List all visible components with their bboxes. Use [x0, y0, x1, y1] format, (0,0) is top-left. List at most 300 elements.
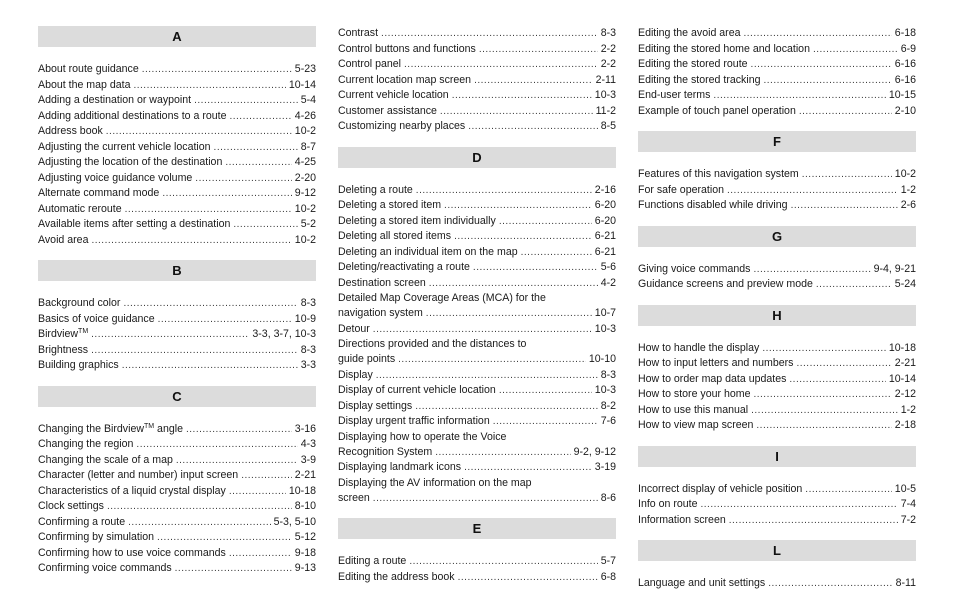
dot-leader [142, 62, 292, 78]
index-section [38, 260, 316, 386]
page-reference: 11-2 [595, 104, 616, 117]
entry-title [338, 460, 461, 476]
entry-title-text: Giving voice commands [638, 262, 751, 275]
entry-title-text: guide points [338, 353, 396, 365]
section-header: E [338, 518, 616, 539]
entry-title-text: Deleting/reactivating a route [338, 261, 470, 273]
dot-leader [175, 561, 292, 577]
dot-leader [123, 296, 297, 312]
entry-title-text: Editing a route [338, 555, 407, 567]
page-reference: 10-9 [294, 312, 316, 325]
entry-title [38, 186, 159, 202]
page-reference: 4-25 [294, 156, 316, 168]
dot-leader [473, 260, 598, 276]
page-reference: 9-13 [294, 562, 316, 574]
index-entry [38, 140, 316, 156]
entry-title-text: Address book [38, 125, 103, 137]
entry-title-text: Customer assistance [338, 104, 437, 117]
index-entry [38, 437, 316, 453]
index-entry [338, 554, 616, 570]
index-entry [38, 202, 316, 218]
page-reference: 5-23 [294, 63, 316, 75]
entry-title [638, 497, 698, 513]
entry-title-text: Confirming voice commands [38, 562, 172, 574]
index-entry [338, 260, 616, 276]
section-header: F [638, 131, 916, 152]
page-reference: 7-6 [600, 415, 616, 427]
dot-leader [789, 372, 885, 388]
page-reference: 10-2 [294, 202, 316, 215]
page-reference: 2-18 [894, 419, 916, 431]
entry-title-text: Adding a destination or waypoint [38, 94, 192, 106]
entry-title [638, 183, 724, 199]
entry-title-text: Alternate command mode [38, 187, 160, 199]
index-entry [338, 42, 616, 58]
dot-leader [796, 356, 891, 372]
index-entry [338, 276, 616, 292]
dot-leader [125, 202, 292, 218]
index-entry [338, 183, 616, 199]
dot-leader [713, 88, 885, 104]
dot-leader [805, 482, 892, 498]
dot-leader [136, 437, 297, 453]
section-header: L [638, 540, 916, 561]
page-reference: 5-6 [600, 261, 616, 273]
index-entry [638, 42, 916, 58]
entry-title [38, 327, 88, 343]
entry-title [638, 262, 750, 278]
page-reference: 10-2 [294, 125, 316, 137]
entry-title [38, 296, 120, 312]
entry-title-text: Editing the stored home and location [638, 42, 810, 55]
index-section [638, 540, 916, 592]
section-header: A [38, 26, 316, 47]
page-reference: 5-24 [894, 278, 916, 290]
dot-leader [802, 167, 892, 183]
entry-title-text: navigation system [338, 307, 423, 319]
index-entry [38, 296, 316, 312]
dot-leader [701, 497, 898, 513]
page-reference: 2-10 [894, 104, 916, 117]
page-reference: 9-2, 9-12 [573, 445, 616, 458]
entry-title [338, 414, 490, 430]
index-entry [638, 356, 916, 372]
entry-title [38, 484, 226, 500]
index-entry [338, 104, 616, 120]
entry-title [638, 513, 726, 529]
index-entry [638, 497, 916, 513]
entry-title-text: Character (letter and number) input screen [38, 469, 239, 481]
dot-leader [415, 399, 598, 415]
page-reference: 6-21 [594, 245, 616, 258]
entry-title [38, 312, 155, 328]
entry-title-text: How to view map screen [638, 419, 754, 431]
entry-title-suffix: angle [154, 422, 183, 435]
page-reference: 10-3 [594, 384, 616, 396]
page-reference: 2-12 [894, 388, 916, 400]
page-reference: 2-11 [595, 73, 616, 86]
entry-title-text: Deleting an individual item on the map [338, 245, 518, 258]
page-reference: 4-3 [300, 438, 316, 450]
index-entry [638, 88, 916, 104]
dot-leader [106, 124, 292, 140]
entry-title [38, 78, 130, 94]
entry-title-text: Contrast [338, 27, 379, 39]
entry-title [638, 198, 788, 214]
entry-title [638, 104, 796, 120]
dot-leader [233, 217, 297, 233]
index-entry [338, 214, 616, 230]
entry-title [338, 306, 423, 322]
dot-leader [398, 352, 586, 368]
entry-title-text: About the map data [38, 78, 131, 91]
index-entry [38, 453, 316, 469]
entry-title [338, 383, 496, 399]
index-section [38, 26, 316, 260]
index-entry [638, 26, 916, 42]
index-entry [638, 387, 916, 403]
index-entry [38, 171, 316, 187]
entry-title-text: Current vehicle location [338, 89, 449, 101]
entry-title [38, 546, 226, 562]
entry-title-text: Changing the scale of a map [38, 453, 173, 466]
dot-leader [499, 383, 592, 399]
index-column-2 [338, 26, 616, 585]
entry-title [338, 399, 412, 415]
dot-leader [768, 576, 892, 592]
entry-title-text: Display urgent traffic information [338, 415, 490, 427]
index-entry [38, 217, 316, 233]
dot-leader [381, 26, 598, 42]
page-reference: 10-14 [288, 78, 316, 91]
index-entry [638, 277, 916, 293]
entry-title [338, 73, 471, 89]
index-entry [38, 327, 316, 343]
dot-leader [813, 42, 898, 58]
dot-leader [753, 387, 891, 403]
page-reference: 1-2 [900, 183, 916, 196]
page-reference: 6-20 [594, 199, 616, 211]
page-reference: 9-4, 9-21 [873, 262, 916, 275]
entry-title [638, 387, 750, 403]
page-reference: 6-20 [594, 214, 616, 227]
dot-leader [409, 554, 597, 570]
index-entry [338, 445, 616, 461]
index-entry [638, 372, 916, 388]
index-entry [338, 352, 616, 368]
entry-title [338, 119, 465, 135]
entry-title-text: Clock settings [38, 500, 104, 512]
entry-title-text: Display [338, 368, 373, 381]
page-reference: 8-6 [600, 491, 616, 504]
page-reference: 6-16 [894, 73, 916, 86]
entry-title-text: Deleting all stored items [338, 230, 452, 242]
entry-title-text: Editing the address book [338, 570, 455, 583]
entry-title [338, 368, 373, 384]
entry-title-text: About route guidance [38, 63, 139, 75]
entry-text-line: Displaying the AV information on the map [338, 476, 532, 489]
entry-title-text: Characteristics of a liquid crystal display [38, 484, 226, 497]
entry-title-text: Confirming a route [38, 515, 126, 528]
entry-title-text: Changing the Birdview [38, 422, 144, 435]
index-section [638, 446, 916, 541]
entry-title-text: Customizing nearby places [338, 120, 466, 132]
page-reference: 2-20 [294, 171, 316, 184]
entry-title [338, 229, 451, 245]
entry-title [38, 124, 103, 140]
page-reference: 6-9 [900, 42, 916, 55]
entry-title [338, 57, 401, 73]
entry-title [38, 93, 191, 109]
page-reference: 9-18 [294, 546, 316, 559]
index-entry [38, 78, 316, 94]
page-reference: 10-10 [588, 353, 616, 365]
entry-title [638, 576, 765, 592]
page-reference: 2-2 [600, 58, 616, 70]
index-entry [38, 499, 316, 515]
entry-title [338, 352, 395, 368]
page-reference: 8-3 [600, 27, 616, 39]
section-header: H [638, 305, 916, 326]
dot-leader [376, 368, 598, 384]
dot-leader [122, 358, 298, 374]
dot-leader [373, 322, 592, 338]
entry-title [638, 277, 813, 293]
entry-title [638, 372, 786, 388]
index-column-1 [38, 26, 316, 577]
index-section [638, 305, 916, 446]
dot-leader [229, 546, 292, 562]
index-entry [338, 88, 616, 104]
trademark-sup: TM [144, 422, 155, 430]
page-reference: 10-15 [888, 89, 916, 101]
page-reference: 5-2 [300, 218, 316, 230]
index-entry [338, 198, 616, 214]
dot-leader [229, 484, 286, 500]
entry-title-text: Adjusting the location of the destination [38, 156, 223, 168]
dot-leader [158, 312, 292, 328]
page-reference: 10-2 [294, 233, 316, 246]
index-entry [38, 93, 316, 109]
dot-leader [521, 245, 592, 261]
page-reference: 5-3, 5-10 [273, 515, 316, 528]
dot-leader [404, 57, 598, 73]
dot-leader [727, 183, 898, 199]
entry-title-text: Basics of voice guidance [38, 312, 155, 325]
page-reference: 5-7 [600, 555, 616, 567]
index-entry [338, 460, 616, 476]
dot-leader [435, 445, 570, 461]
dot-leader [229, 109, 291, 125]
entry-title [338, 570, 455, 586]
dot-leader [195, 171, 292, 187]
page-reference: 8-3 [600, 368, 616, 381]
entry-title-text: Deleting a stored item [338, 199, 442, 211]
dot-leader [373, 491, 598, 507]
entry-title [338, 445, 432, 461]
section-header: C [38, 386, 316, 407]
index-entry [38, 484, 316, 500]
entry-title-text: Incorrect display of vehicle position [638, 482, 803, 495]
entry-title-text: Confirming how to use voice commands [38, 546, 226, 559]
dot-leader [454, 229, 592, 245]
entry-title [38, 140, 211, 156]
entry-title [338, 322, 370, 338]
entry-title-text: Brightness [38, 343, 89, 356]
entry-title-text: Control panel [338, 58, 402, 70]
page-reference: 1-2 [900, 403, 916, 416]
dot-leader [426, 306, 592, 322]
index-entry [38, 546, 316, 562]
index-entry [38, 312, 316, 328]
index-entry [38, 561, 316, 577]
page-reference: 4-26 [294, 109, 316, 122]
index-entry [638, 576, 916, 592]
dot-leader [751, 57, 892, 73]
page-reference: 3-19 [594, 461, 616, 473]
entry-title [338, 42, 476, 58]
page-reference: 3-9 [300, 453, 316, 466]
page-reference: 8-3 [300, 297, 316, 309]
index-entry [38, 530, 316, 546]
index-entry [338, 383, 616, 399]
page-reference: 3-16 [294, 422, 316, 435]
entry-title-text: Building graphics [38, 359, 119, 371]
page-reference: 2-21 [894, 357, 916, 369]
index-entry [638, 418, 916, 434]
dot-leader [429, 276, 598, 292]
entry-title [638, 482, 802, 498]
dot-leader [743, 26, 891, 42]
page-reference: 10-3 [594, 89, 616, 101]
dot-leader [764, 73, 892, 89]
entry-title [38, 530, 154, 546]
index-entry [38, 343, 316, 359]
entry-title [638, 418, 753, 434]
entry-title [338, 491, 370, 507]
entry-title-text: Language and unit settings [638, 577, 766, 589]
index-entry [38, 186, 316, 202]
page-reference: 2-21 [294, 469, 316, 481]
page-reference: 8-7 [300, 140, 316, 153]
page-reference: 2-2 [600, 42, 616, 55]
entry-title-text: How to store your home [638, 388, 751, 400]
dot-leader [452, 88, 592, 104]
entry-title-text: Control buttons and functions [338, 42, 476, 55]
index-entry [38, 124, 316, 140]
index-entry [338, 73, 616, 89]
entry-title-text: Example of touch panel operation [638, 104, 796, 117]
entry-title [38, 343, 88, 359]
index-entry [638, 198, 916, 214]
entry-title-text: Current location map screen [338, 73, 472, 86]
section-header: B [38, 260, 316, 281]
entry-title-text: Automatic reroute [38, 202, 122, 215]
section-header: G [638, 226, 916, 247]
page-reference: 2-16 [594, 183, 616, 196]
dot-leader [799, 104, 892, 120]
entry-title [38, 499, 104, 515]
dot-leader [756, 418, 891, 434]
page-reference: 7-2 [900, 513, 916, 526]
index-section [638, 26, 916, 131]
entry-title [338, 214, 496, 230]
index-section [638, 131, 916, 226]
dot-leader [128, 515, 270, 531]
entry-title [338, 183, 413, 199]
page-reference: 10-2 [894, 168, 916, 180]
index-entry [338, 57, 616, 73]
entry-text-line: Detailed Map Coverage Areas (MCA) for the [338, 292, 546, 304]
dot-leader [444, 198, 592, 214]
page-reference: 6-18 [894, 27, 916, 39]
dot-leader [91, 327, 249, 343]
dot-leader [479, 42, 598, 58]
index-entry [638, 73, 916, 89]
entry-title-text: screen [338, 491, 370, 504]
index-entry [638, 513, 916, 529]
entry-title-text: Birdview [38, 328, 79, 340]
entry-title-text: Background color [38, 297, 121, 309]
entry-title-text: Adjusting voice guidance volume [38, 171, 193, 184]
section-header: I [638, 446, 916, 467]
entry-title [638, 403, 748, 419]
entry-title [38, 358, 119, 374]
page-reference: 10-18 [888, 341, 916, 354]
entry-title [338, 276, 426, 292]
entry-title-text: How to order map data updates [638, 372, 787, 385]
entry-title-text: Deleting a stored item individually [338, 214, 496, 227]
entry-title [338, 104, 437, 120]
page-reference: 8-2 [600, 399, 616, 412]
page-reference: 8-10 [294, 500, 316, 512]
entry-title [338, 26, 378, 42]
dot-leader [499, 214, 592, 230]
dot-leader [91, 343, 298, 359]
index-entry [38, 62, 316, 78]
index-entry [638, 341, 916, 357]
entry-title-text: Adding additional destinations to a route [38, 109, 227, 122]
page-reference: 6-8 [600, 570, 616, 583]
entry-title-text: Avoid area [38, 233, 89, 246]
dot-leader [91, 233, 291, 249]
entry-title-text: How to handle the display [638, 341, 760, 354]
index-entry [638, 403, 916, 419]
dot-leader [241, 468, 292, 484]
entry-title-text: Display of current vehicle location [338, 384, 496, 396]
index-section [638, 226, 916, 305]
entry-title [338, 88, 449, 104]
entry-title-text: Editing the stored tracking [638, 73, 761, 86]
page-reference: 10-5 [894, 482, 916, 495]
page-reference: 8-11 [895, 577, 916, 589]
page-reference: 6-16 [894, 58, 916, 70]
dot-leader [791, 198, 898, 214]
dot-leader [440, 104, 593, 120]
entry-title [38, 233, 88, 249]
entry-title-text: Functions disabled while driving [638, 199, 788, 211]
index-entry [638, 482, 916, 498]
page-reference: 9-12 [294, 187, 316, 199]
page-reference: 6-21 [594, 230, 616, 242]
entry-title [38, 561, 172, 577]
index-entry [338, 26, 616, 42]
index-column-3 [638, 26, 916, 592]
index-entry [638, 104, 916, 120]
dot-leader [751, 403, 898, 419]
page-reference: 2-6 [900, 199, 916, 211]
entry-title [638, 26, 740, 42]
